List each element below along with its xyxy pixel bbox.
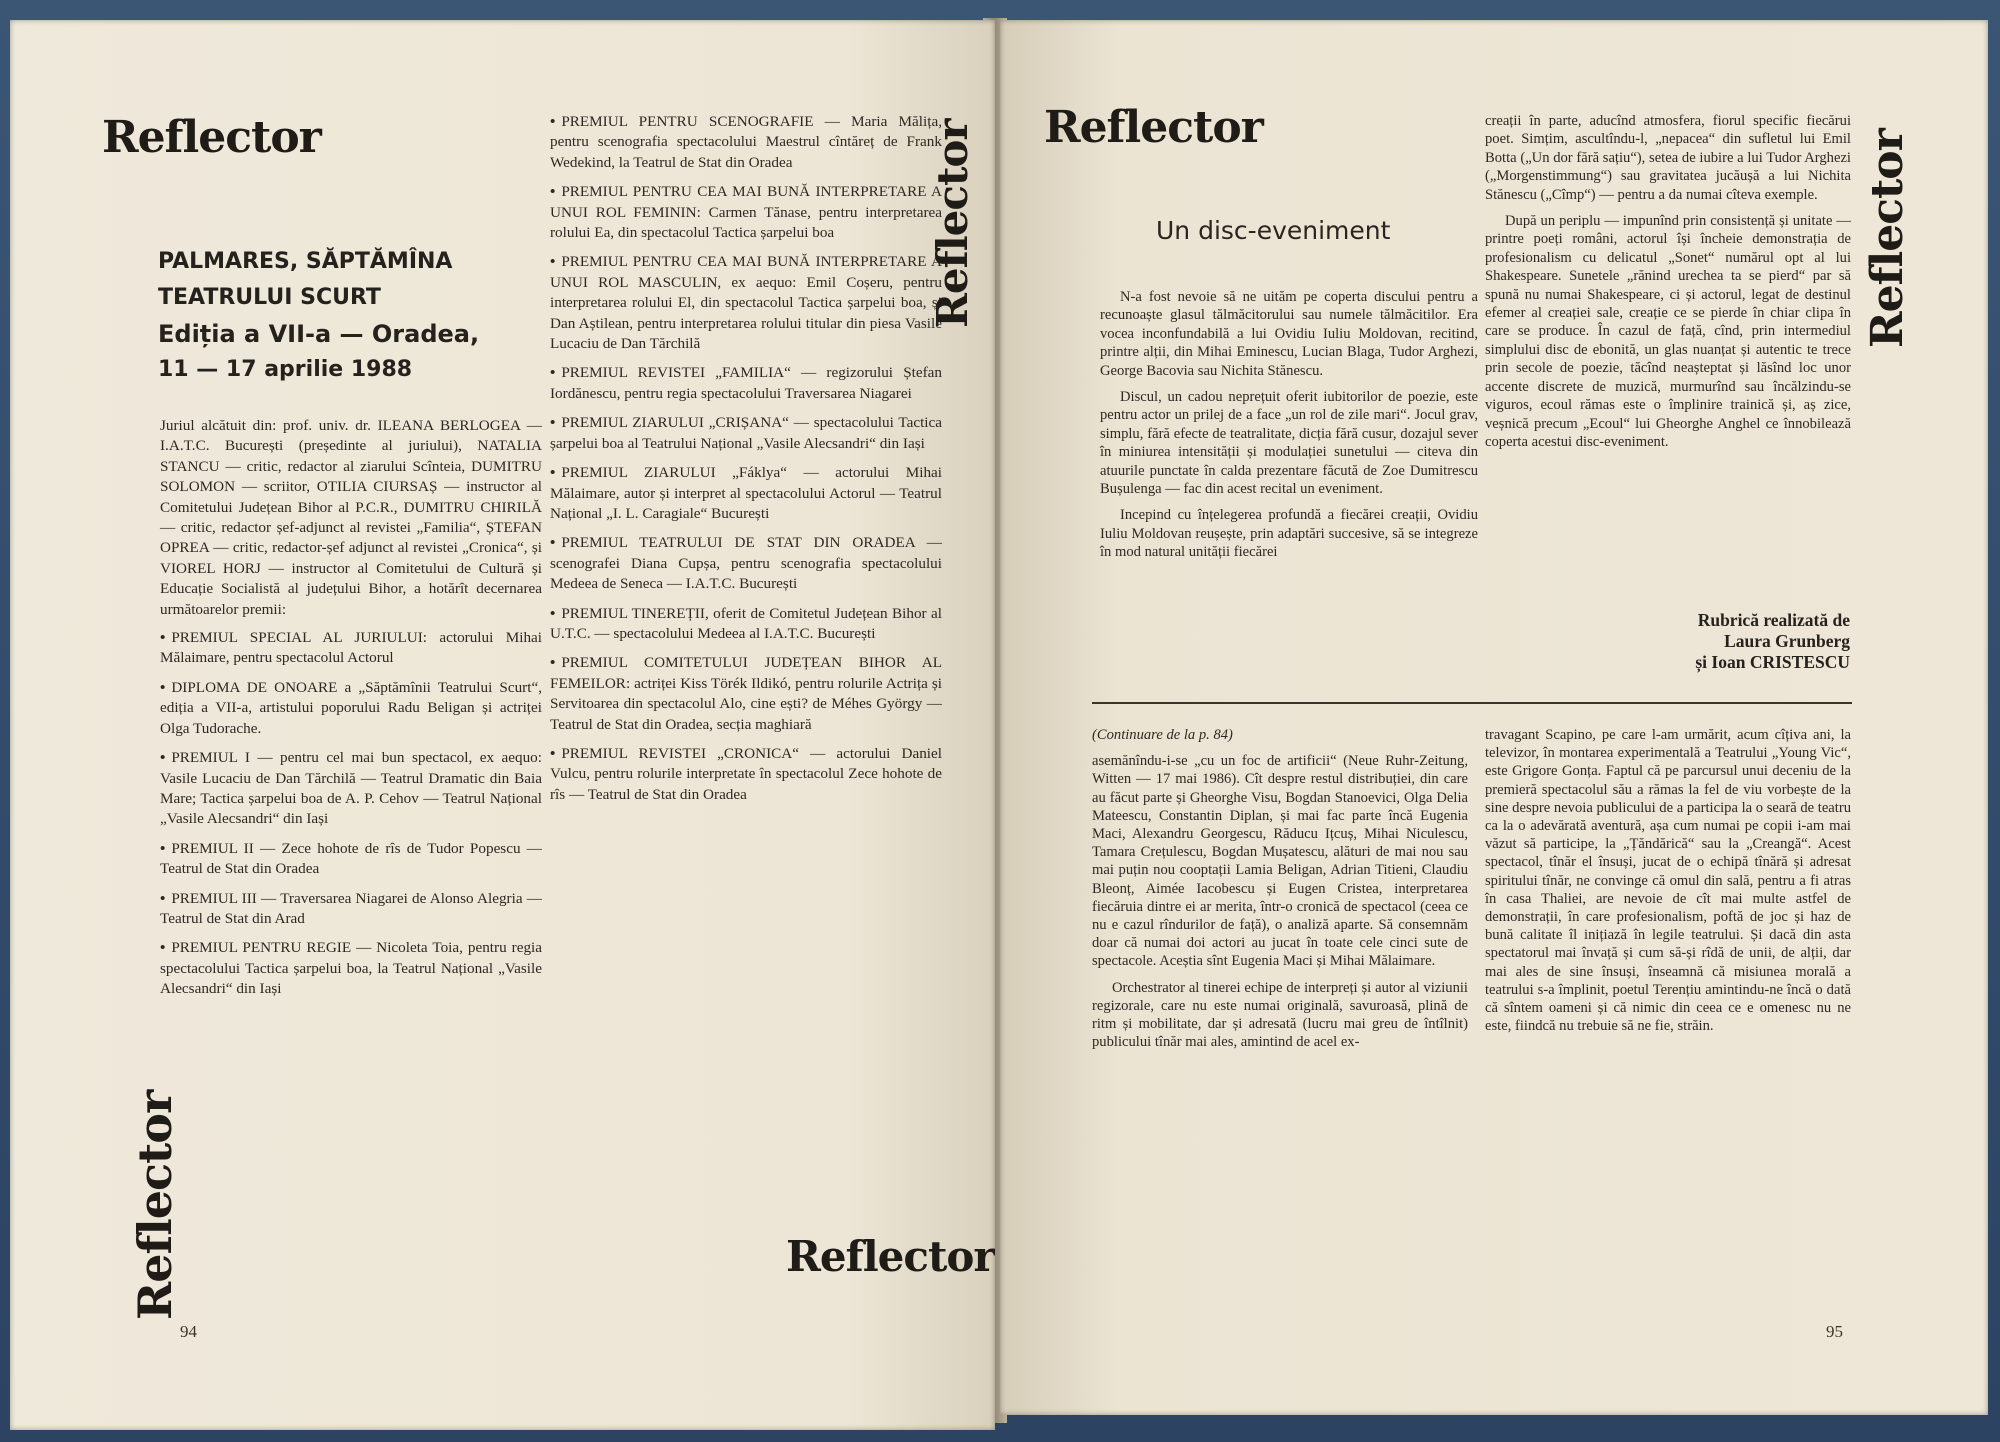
prize-item: • PREMIUL ZIARULUI „CRIȘANA“ — spectacolului Tactica șarpelui boa al Teatrului Național „Vasile Alecsandri“ din Iași	[550, 414, 942, 452]
paragraph: Orchestrator al tinerei echipe de interpreți și autor al viziunii regizorale, care nu este numai originală, savuroasă, plină de ritm și mobilitate, dar și adresată (lucru mai greu de întîlnit) publicului tînăr mai ales, amintind de acel ex-	[1092, 979, 1468, 1051]
prize-item: • PREMIUL III — Traversarea Niagarei de Alonso Alegria — Teatrul de Stat din Arad	[160, 889, 542, 927]
right-column-3	[1092, 726, 1468, 1059]
reflector-logo-vertical-left: Reflector	[128, 1090, 182, 1320]
prize-item: • PREMIUL II — Zece hohote de rîs de Tudor Popescu — Teatrul de Stat din Oradea	[160, 839, 542, 878]
paragraph: asemănîndu-i-se „cu un foc de artificii“ (Neue Ruhr-Zeitung, Witten — 17 mai 1986). Cît despre restul distribuției, din care au făcut parte și Gheorghe Visu, Bogdan Stanoevici, Olga Delia Mateescu, Constantin Diplan, și mai fac parte încă Eugenia Maci, Alexandru Georgescu, Răducu Ițcuș, Mihai Niculescu, Tamara Crețulescu, Bogdan Mușatescu, alături de mai nou sau mai puțin nou cooptații Lamia Beligan, Adrian Titieni, Claudiu Bleonț, Aimée Iacobescu și Eugen Cristea, interpretarea fiecăruia dintre ei ar merita, într-o cronică de spectacol (ceea ce nu e cazul rîndurilor de față), o analiză aparte. Să consemnăm doar că numai doi actori au jucat în toate cele cinci sute de spectacole. Aceștia sînt Eugenia Maci și Mihai Mălaimare.	[1092, 753, 1468, 970]
reflector-logo-top-left: Reflector	[102, 112, 321, 163]
left-page	[10, 20, 995, 1430]
prize-item: • PREMIUL PENTRU CEA MAI BUNĂ INTERPRETARE A UNUI ROL FEMININ: Carmen Tănase, pentru interpretarea rolului Ea, din spectacolul Tactica șarpelui boa	[550, 183, 942, 242]
prize-item: • PREMIUL PENTRU REGIE — Nicoleta Toia, pentru regia spectacolului Tactica șarpelui boa, la Teatrul Național „Vasile Alecsandri“ din Iași	[160, 939, 542, 998]
bleed-through-text	[340, 110, 354, 156]
credits-line-2: Laura Grunberg	[1724, 631, 1850, 651]
continuation-note: (Continuare de la p. 84)	[1092, 727, 1233, 743]
prize-item: • PREMIUL I — pentru cel mai bun spectacol, ex aequo: Vasile Lucaciu de Dan Tărchilă — Teatrul Dramatic din Baia Mare; Tactica șarpelui boa de A. P. Cehov — Teatrul Național „Vasile Alecsandri“ din Iași	[160, 749, 542, 828]
reflector-logo-top-right: Reflector	[1044, 102, 1263, 153]
paragraph: Discul, un cadou neprețuit oferit iubitorilor de poezie, este pentru actor un prilej de a face „un rol de zile mari“. Jocul grav, simplu, fără efecte de teatralitate, dicția fără cusur, dozajul sever în miniurea intensității și modulației sunetului — citeva din atuurile punctate în calda prezentare făcută de Zoe Dumitrescu Bușulenga — fac din acest recital un eveniment.	[1100, 389, 1478, 498]
right-column-2	[1485, 112, 1851, 459]
prize-item: • PREMIUL COMITETULUI JUDEȚEAN BIHOR AL FEMEILOR: actriței Kiss Törék Ildikó, pentru rolurile Actrița și Servitoarea din spectacolul Alo, cine ești? de Méhes György — Teatrul de Stat din Oradea, secția maghiară	[550, 654, 942, 733]
headline-line-1: PALMARES, SĂPTĂMÎNA	[158, 249, 453, 274]
page-number-right: 95	[1826, 1322, 1843, 1341]
credits-line-3: și Ioan CRISTESCU	[1695, 652, 1850, 672]
prize-item: • PREMIUL TINEREȚII, oferit de Comitetul Județean Bihor al U.T.C. — spectacolului Medeea al I.A.T.C. București	[550, 604, 942, 642]
prize-item: • PREMIUL SPECIAL AL JURIULUI: actorului Mihai Mălaimare, pentru spectacolul Actorul	[160, 629, 542, 667]
paragraph: N-a fost nevoie să ne uităm pe coperta discului pentru a recunoaște glasul tălmăcitorului sau numele tălmăcitilor. Era vocea inconfundabilă a lui Ovidiu Iuliu Moldovan, recitind, printre alții, din Mihai Eminescu, Lucian Blaga, Tudor Arghezi, George Bacovia sau Nichita Stănescu.	[1100, 289, 1478, 379]
paragraph: travagant Scapino, pe care l-am urmărit, acum cîțiva ani, la televizor, în montarea experimentală a Teatrului „Young Vic“, este Grigore Gonța. Faptul că pe parcursul unui deceniu de la premieră spectacolul său a rămas la fel de viu vorbește de la sine despre nevoia publicului de a participa la o seară de teatru ca la o adevărată aventură, așa cum numai pe copii i-am mai văzut să participe, la „Țăndărică“ sau la „Creangă“. Acest spectacol, tînăr el însuși, jucat de o echipă tînără și adresat spiritului tînăr, ne convinge că omul din sală, pentru a fi atras în casa Thaliei, are nevoie de cît mai multe astfel de demonstrații, în care profesionalism, poftă de joc și haz de bună calitate îl inițiază în legile teatrului. Și dacă din asta spectatorul mai învață și cum să-și rîdă de unii, de alții, dar mai ales de sine însuși, înseamnă că misiunea morală a teatrului s-a împlinit, poetul Terențiu amintindu-ne încă o dată că sîntem oameni și că nimic din ceea ce e omenesc nu ne este, fiindcă nu trebuie să ne fie, străin.	[1485, 727, 1851, 1035]
prize-item: • DIPLOMA DE ONOARE a „Săptămînii Teatrului Scurt“, ediția a VII-a, artistului poporului Radu Beligan și actriței Olga Tudorache.	[160, 678, 542, 737]
reflector-logo-vertical-right: Reflector	[1862, 129, 1913, 348]
prize-item: • PREMIUL ZIARULUI „Fáklya“ — actorului Mihai Mălaimare, autor și interpret al spectacolului Actorul — Teatrul Național „I. L. Caragiale“ București	[550, 464, 942, 522]
page-number-left: 94	[180, 1322, 197, 1341]
section-divider	[1092, 702, 1852, 704]
reflector-logo-vertical-right-edge: Reflector	[928, 119, 977, 328]
headline-line-4: 11 — 17 aprilie 1988	[158, 357, 413, 382]
paragraph: creații în parte, aducînd atmosfera, fiorul specific fiecărui poet. Simțim, ascultîndu-l, „nepacea“ din sufletul lui Emil Botta („Un dor fără sațiu“), setea de iubire a lui Tudor Arghezi („Morgenstimmung“) sau gravitatea jucăușă a lui Nichita Stănescu („Cîmp“) — pentru a da numai cîteva exemple.	[1485, 113, 1851, 203]
paragraph: După un periplu — impunînd prin consistență și unitate — printre poeți români, actorul își încheie demonstrația de profesionalism cu delicatul „Sonet“ numărul opt al lui Shakespeare. Sunetele „rănind urechea ta se pierd“ par să spună nu numai Shakespeare, ci și actorul, legat de destinul efemer al creației sale, creație ce se pierde în chiar clipa în care se produce. În cazul de față, cînd, prin intermediul simplului disc de ebonită, un glas nuanțat și autentic te trece prin secole de poezie, tăcînd neașteptat și lăsînd loc unor accente discrete de muzică, murmurînd sau încălzindu-se viguros, ecoul rămas este o împlinire trainică și, aș zice, veșnică precum „Ecoul“ lui Gheorghe Anghel ce înnobilează coperta acestui disc-eveniment.	[1485, 213, 1851, 450]
prize-item: • PREMIUL PENTRU SCENOGRAFIE — Maria Mălița, pentru scenografia spectacolului Maestrul cîntăreț de Frank Wedekind, la Teatrul de Stat din Oradea	[550, 113, 942, 171]
jury-intro: Juriul alcătuit din: prof. univ. dr. ILEANA BERLOGEA — I.A.T.C. București (președinte al juriului), NATALIA STANCU — critic, redactor al ziarului Scînteia, DUMITRU SOLOMON — scriitor, OTILIA CIURSAȘ — instructor al Comitetului Județean Bihor al P.C.R., DUMITRU CHIRILĂ — critic, redactor șef-adjunct al revistei „Familia“, ȘTEFAN OPREA — critic, redactor-șef adjunct al revistei „Cronica“, și VIOREL HORJ — instructor al Comitetului de Cultură și Educație Socialistă al județului Bihor, a hotărît decernarea următoarelor premii:	[160, 417, 542, 618]
right-page	[1000, 20, 1988, 1415]
reflector-logo-bottom: Reflector	[786, 1232, 995, 1281]
credits-line-1: Rubrică realizată de	[1697, 610, 1850, 630]
prize-item: • PREMIUL TEATRULUI DE STAT DIN ORADEA — scenografei Diana Cupșa, pentru scenografia spectacolului Medeea de Seneca — I.A.T.C. București	[550, 534, 942, 593]
paragraph: Incepind cu înțelegerea profundă a fiecărei creații, Ovidiu Iuliu Moldovan reușește, prin adaptări succesive, să se integreze în mod natural unității fiecărei	[1100, 507, 1478, 561]
palmares-headline	[158, 244, 479, 388]
headline-line-2: TEATRULUI SCURT	[158, 285, 381, 310]
right-column-1	[1100, 288, 1478, 570]
right-column-4	[1485, 726, 1851, 1043]
article-title: Un disc-eveniment	[1156, 216, 1391, 245]
prize-item: • PREMIUL REVISTEI „FAMILIA“ — regizorului Ștefan Iordănescu, pentru regia spectacolului Traversarea Niagarei	[550, 364, 942, 402]
prize-item: • PREMIUL PENTRU CEA MAI BUNĂ INTERPRETARE A UNUI ROL MASCULIN, ex aequo: Emil Coșeru, pentru interpretarea rolului El, din spectacolul Tactica șarpelui boa, și Dan Aștilean, pentru interpretarea rolului titular din piesa Vasile Lucaciu de Dan Tărchilă	[550, 253, 942, 353]
column-credits	[1560, 610, 1850, 673]
left-column-1	[160, 416, 542, 1009]
prize-item: • PREMIUL REVISTEI „CRONICA“ — actorului Daniel Vulcu, pentru rolurile interpretate în spectacolul Zece hohote de rîs — Teatrul de Stat din Oradea	[550, 744, 942, 803]
left-column-2	[550, 112, 942, 814]
headline-line-3: Ediția a VII-a — Oradea,	[158, 320, 480, 348]
